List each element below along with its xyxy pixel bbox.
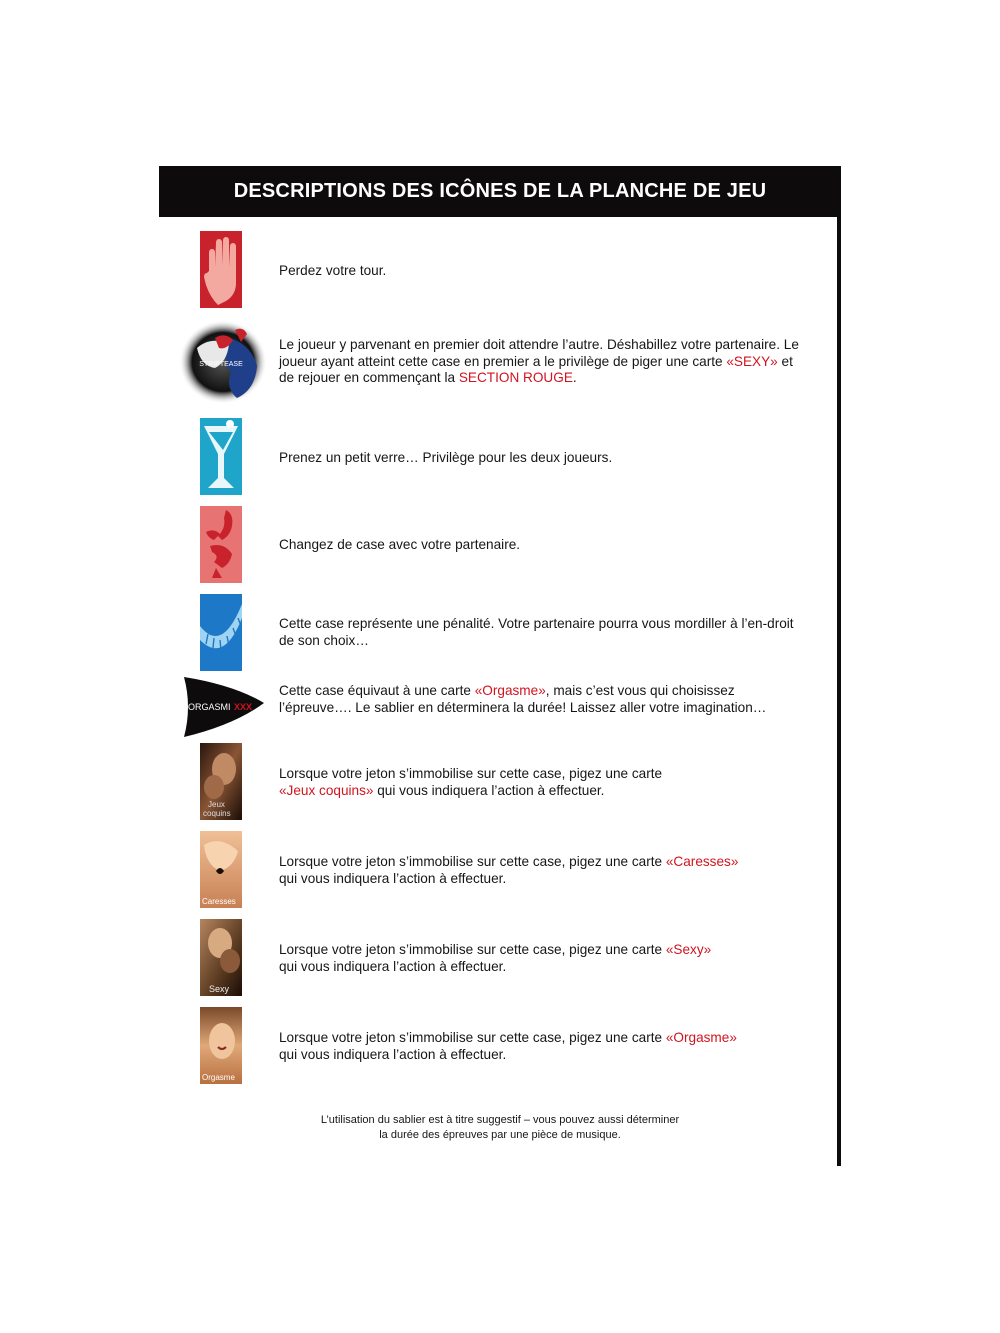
page-title: DESCRIPTIONS DES ICÔNES DE LA PLANCHE DE JEU <box>233 180 767 202</box>
item-description: Lorsque votre jeton s’immobilise sur cette case, pigez une carte «Jeux coquins» qui vous indiquera l’action à effectuer. <box>279 766 663 798</box>
orgasmixxx-logo-icon <box>182 677 264 737</box>
svg-text:Caresses: Caresses <box>202 897 236 906</box>
item-description: Cette case représente une pénalité. Votre partenaire pourra vous mordiller à l’en-droit de son choix… <box>279 616 794 648</box>
item-description: Perdez votre tour. <box>279 263 387 278</box>
cocktail-glass-icon <box>200 418 242 495</box>
swap-figures-icon <box>200 506 242 583</box>
item-description: Changez de case avec votre partenaire. <box>279 537 521 552</box>
sexy-card-icon <box>200 919 242 996</box>
item-description: Le joueur y parvenant en premier doit attendre l’autre. Déshabillez votre partenaire. Le joueur ayant atteint cette case en premier a le privilège de piger une carte «SEXY» et de rejouer en commençant la SECTION ROUGE. <box>279 337 799 386</box>
svg-text:coquins: coquins <box>203 809 231 818</box>
item-description: Lorsque votre jeton s’immobilise sur cette case, pigez une carte «Sexy» qui vous indiquera l’action à effectuer. <box>279 942 712 974</box>
jeux-coquins-card-icon <box>200 743 242 820</box>
svg-text:Orgasme: Orgasme <box>202 1073 235 1082</box>
item-description: Lorsque votre jeton s’immobilise sur cette case, pigez une carte «Orgasme» qui vous indiquera l’action à effectuer. <box>279 1030 737 1062</box>
svg-text:STRIPTEASE: STRIPTEASE <box>199 361 243 368</box>
item-description: Lorsque votre jeton s’immobilise sur cette case, pigez une carte «Caresses» qui vous indiquera l’action à effectuer. <box>279 854 739 886</box>
striptease-clothes-icon <box>177 318 269 406</box>
svg-text:ORGASMI: ORGASMI <box>188 702 231 712</box>
item-description: Prenez un petit verre… Privilège pour les deux joueurs. <box>279 450 613 465</box>
item-description: Cette case équivaut à une carte «Orgasme», mais c’est vous qui choisissez l’épreuve…. Le sablier en déterminera la durée! Laissez aller votre imagination… <box>279 683 767 715</box>
caresses-card-icon <box>200 831 242 908</box>
page-header <box>159 166 841 217</box>
icon-descriptions-page <box>159 166 841 1166</box>
hourglass-footnote: L’utilisation du sablier est à titre suggestif – vous pouvez aussi déterminer la durée des épreuves par une pièce de musique. <box>320 1114 680 1141</box>
svg-text:XXX: XXX <box>234 702 253 712</box>
svg-text:Sexy: Sexy <box>209 984 230 994</box>
svg-text:Jeux: Jeux <box>208 800 225 809</box>
hand-stop-icon <box>200 231 242 308</box>
orgasme-card-icon <box>200 1007 242 1084</box>
teeth-bite-icon <box>200 594 242 671</box>
